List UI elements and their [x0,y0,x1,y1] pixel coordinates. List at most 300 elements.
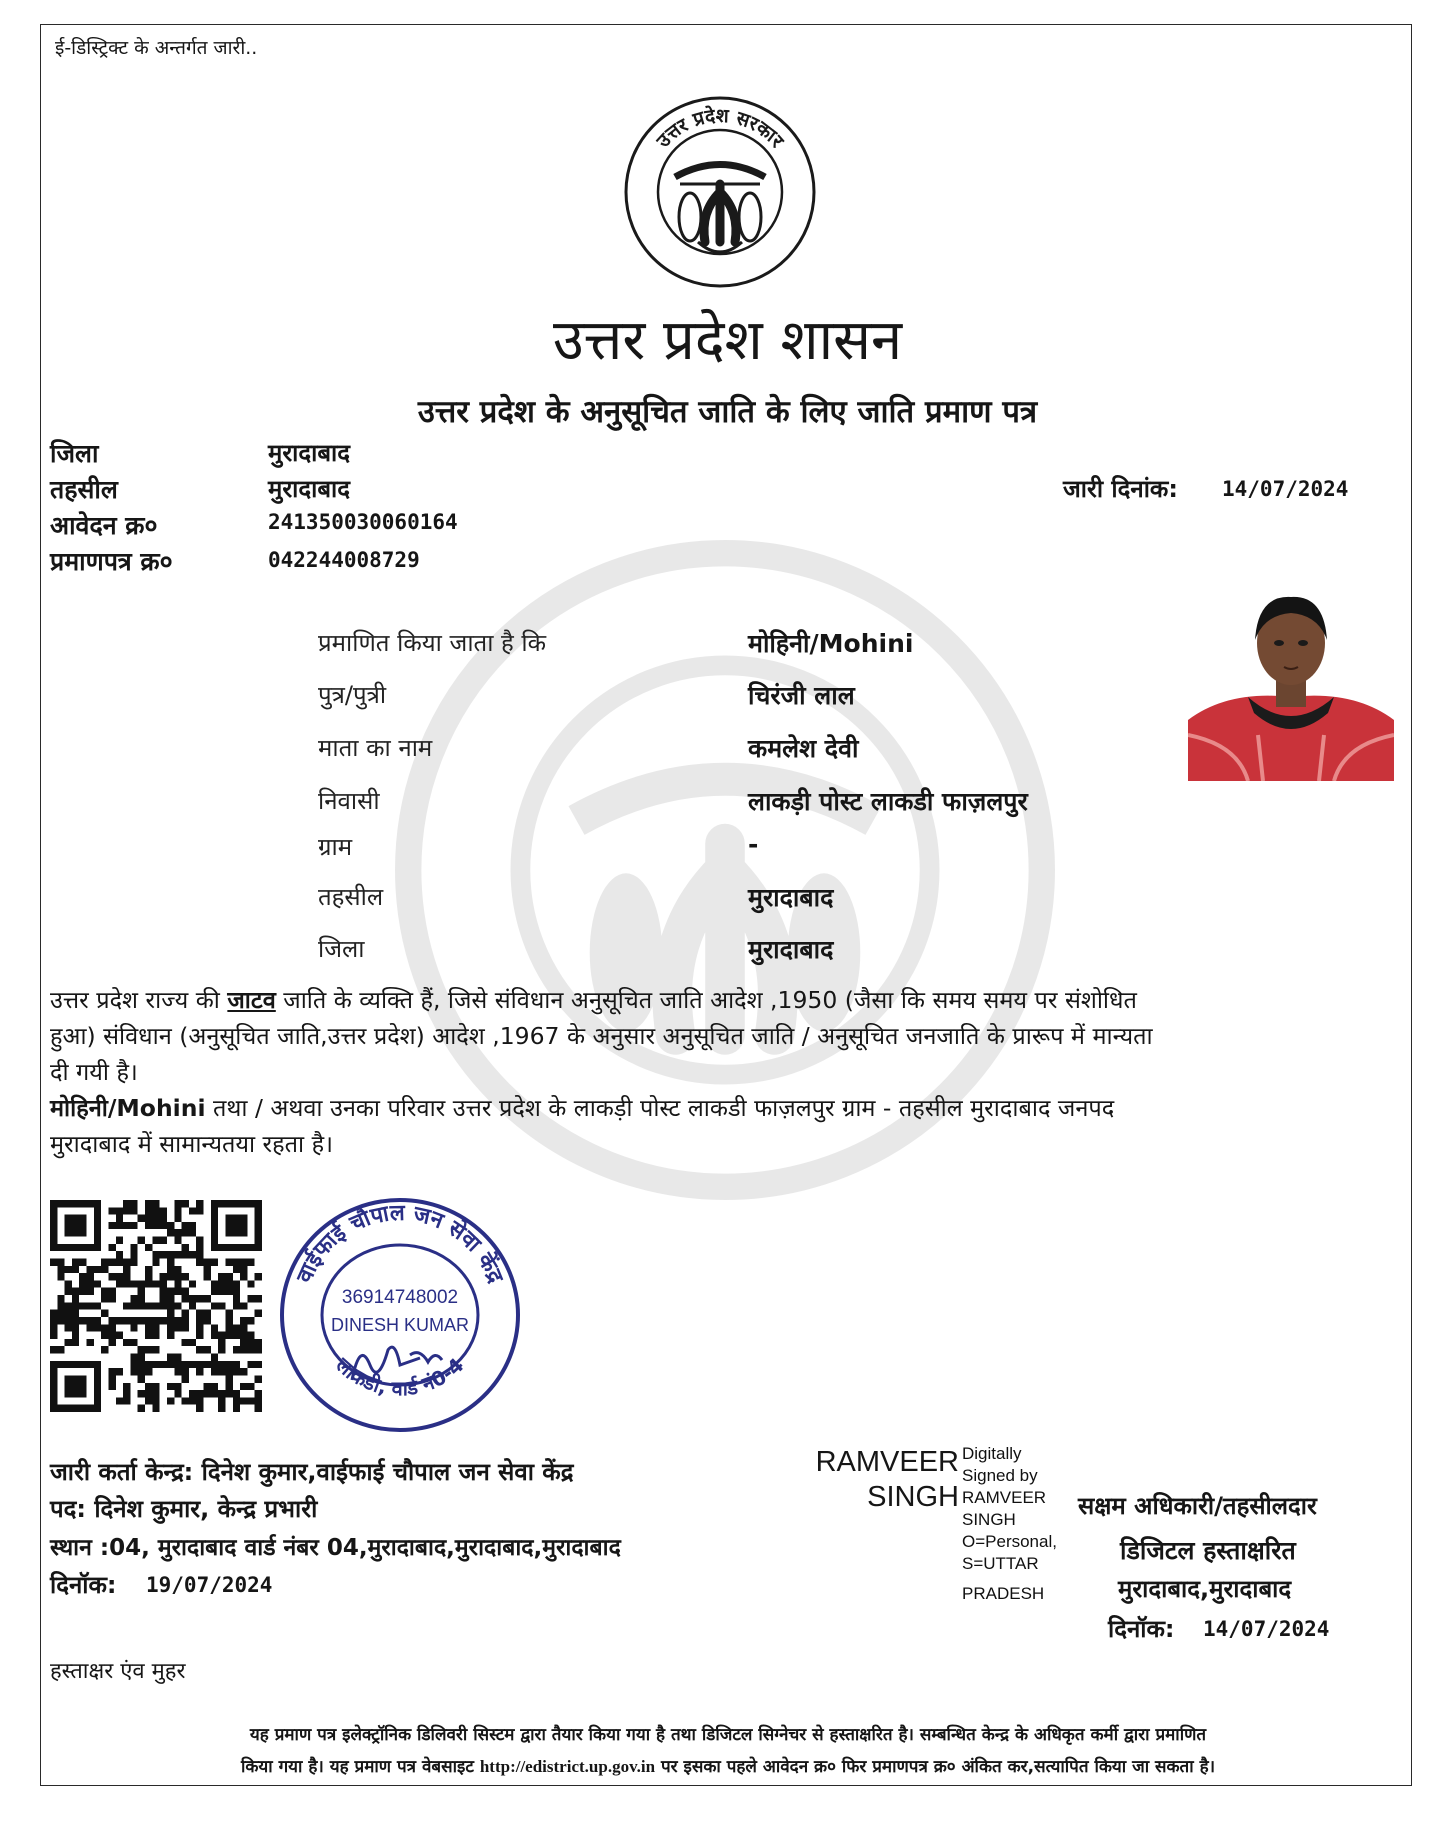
qr-module [240,1324,247,1331]
qr-module [50,1317,57,1324]
application-label: आवेदन क्र० [50,511,158,540]
qr-module [167,1273,174,1280]
qr-module [152,1237,159,1244]
qr-module [218,1288,225,1295]
qr-module [152,1251,159,1258]
qr-module [225,1390,232,1397]
qr-module [160,1237,167,1244]
sig-detail-1: Digitally [962,1444,1022,1463]
qr-module [145,1302,152,1309]
qr-module [196,1405,203,1412]
qr-module [167,1332,174,1339]
qr-module [123,1339,130,1346]
qr-module [233,1295,240,1302]
application-number: 241350030060164 [268,510,458,534]
qr-module [65,1324,72,1331]
qr-module [152,1207,159,1214]
qr-module [108,1375,115,1382]
qr-module [182,1397,189,1404]
qr-module [211,1302,218,1309]
authority-date-label: दिनॉक: [1108,1615,1175,1643]
field-label-mother: माता का नाम [318,734,433,762]
qr-module [189,1280,196,1287]
qr-module [167,1310,174,1317]
qr-module [87,1273,94,1280]
qr-module [255,1405,262,1412]
qr-module [101,1332,108,1339]
qr-module [108,1258,115,1265]
qr-module [101,1295,108,1302]
qr-module [160,1288,167,1295]
qr-module [225,1258,232,1265]
qr-module [79,1317,86,1324]
qr-module [152,1317,159,1324]
field-value-district: मुरादाबाद [748,935,834,964]
qr-module [167,1361,174,1368]
qr-module [87,1317,94,1324]
qr-module [160,1222,167,1229]
qr-module [94,1317,101,1324]
district-label: जिला [50,439,99,468]
qr-module [196,1295,203,1302]
qr-module [108,1317,115,1324]
verification-url: http://edistrict.up.gov.in [479,1757,656,1776]
stamp-code: 36914748002 [341,1287,459,1308]
residence-line-2: मुरादाबाद में सामान्यतया रहता है। [50,1130,333,1158]
qr-module [189,1302,196,1309]
qr-module [233,1288,240,1295]
qr-module [145,1273,152,1280]
qr-module [174,1251,181,1258]
qr-module [138,1237,145,1244]
qr-module [108,1339,115,1346]
qr-module [152,1324,159,1331]
qr-module [123,1266,130,1273]
qr-module [145,1332,152,1339]
qr-module [247,1361,254,1368]
qr-module [123,1317,130,1324]
qr-module [87,1324,94,1331]
issuer-date-value: 19/07/2024 [146,1573,273,1597]
qr-module [145,1368,152,1375]
qr-module [152,1361,159,1368]
authority-digital: डिजिटल हस्ताक्षरित [1120,1536,1296,1565]
qr-module [182,1317,189,1324]
qr-module [57,1258,64,1265]
qr-module [152,1280,159,1287]
qr-module [218,1332,225,1339]
qr-module [189,1361,196,1368]
qr-module [167,1258,174,1265]
qr-module [233,1280,240,1287]
certificate-number: 042244008729 [268,548,420,572]
qr-module [160,1317,167,1324]
qr-module [233,1266,240,1273]
qr-module [196,1324,203,1331]
qr-module [79,1280,86,1287]
field-value-name: मोहिनी/Mohini [748,629,914,658]
tehsil-value: मुरादाबाद [268,475,351,503]
footer-line-2 [78,1751,1378,1783]
qr-module [72,1332,79,1339]
qr-module [152,1215,159,1222]
qr-module [167,1266,174,1273]
qr-module [233,1361,240,1368]
qr-module [130,1295,137,1302]
qr-module [57,1317,64,1324]
qr-module [247,1317,254,1324]
qr-module [247,1280,254,1287]
qr-module [130,1361,137,1368]
qr-module [182,1222,189,1229]
qr-module [152,1258,159,1265]
qr-module [240,1266,247,1273]
field-label-resident: निवासी [318,787,380,815]
qr-module [123,1302,130,1309]
qr-module [108,1332,115,1339]
qr-module [116,1215,123,1222]
qr-module [204,1266,211,1273]
qr-module [196,1207,203,1214]
qr-module [247,1332,254,1339]
caste-line-suffix: जाति के व्यक्ति हैं, जिसे संविधान अनुसूचित जाति आदेश ,1950 (जैसा कि समय समय पर संशोधित [283,986,1137,1014]
qr-module [72,1324,79,1331]
qr-module [57,1346,64,1353]
qr-module [211,1383,218,1390]
qr-module [130,1200,137,1207]
qr-module [138,1354,145,1361]
qr-module [240,1339,247,1346]
qr-module [152,1405,159,1412]
qr-module [50,1332,57,1339]
qr-module [94,1280,101,1287]
field-label-certified: प्रमाणित किया जाता है कि [318,629,547,657]
qr-module [218,1397,225,1404]
qr-module [167,1324,174,1331]
qr-module [65,1310,72,1317]
qr-module [79,1288,86,1295]
qr-module [123,1397,130,1404]
qr-code [50,1200,262,1412]
qr-module [145,1266,152,1273]
qr-module [123,1273,130,1280]
qr-module [138,1288,145,1295]
qr-module [225,1383,232,1390]
qr-module [116,1317,123,1324]
qr-module [79,1273,86,1280]
field-label-parent: पुत्र/पुत्री [318,681,387,709]
qr-module [196,1368,203,1375]
applicant-photo [1188,585,1394,781]
qr-module [57,1310,64,1317]
qr-module [182,1273,189,1280]
qr-module [116,1251,123,1258]
qr-module [160,1215,167,1222]
qr-module [196,1237,203,1244]
qr-module [65,1302,72,1309]
qr-module [233,1332,240,1339]
qr-module [138,1317,145,1324]
authority-place: मुरादाबाद,मुरादाबाद [1118,1575,1292,1603]
qr-module [225,1368,232,1375]
qr-module [218,1346,225,1353]
qr-module [167,1251,174,1258]
qr-module [108,1288,115,1295]
qr-module [182,1310,189,1317]
residence-name: मोहिनी/Mohini [50,1094,206,1122]
tehsil-label: तहसील [50,475,118,504]
qr-module [211,1354,218,1361]
qr-module [218,1339,225,1346]
qr-module [167,1317,174,1324]
qr-module [240,1273,247,1280]
qr-module [130,1354,137,1361]
qr-module [123,1280,130,1287]
government-heading: उत्तर प्रदेश शासन [552,308,903,373]
qr-module [94,1324,101,1331]
qr-module [123,1200,130,1207]
qr-module [152,1383,159,1390]
field-value-parent: चिरंजी लाल [748,681,855,710]
qr-module [72,1288,79,1295]
qr-module [218,1280,225,1287]
certificate-label: प्रमाणपत्र क्र० [50,547,173,576]
qr-module [240,1258,247,1265]
qr-module [255,1295,262,1302]
qr-module [174,1302,181,1309]
sig-detail-6: S=UTTAR [962,1554,1039,1573]
qr-module [130,1317,137,1324]
qr-module [108,1324,115,1331]
qr-module [211,1288,218,1295]
qr-module [174,1368,181,1375]
qr-module [174,1317,181,1324]
qr-module [247,1383,254,1390]
qr-module [196,1200,203,1207]
qr-module [255,1390,262,1397]
qr-module [72,1302,79,1309]
center-stamp [270,1190,530,1440]
sig-detail-7: PRADESH [962,1584,1045,1603]
qr-module [255,1375,262,1382]
qr-module [211,1324,218,1331]
qr-module [196,1361,203,1368]
qr-module [108,1368,115,1375]
qr-module [189,1229,196,1236]
qr-module [255,1273,262,1280]
qr-module [182,1339,189,1346]
qr-module [116,1207,123,1214]
qr-module [189,1222,196,1229]
qr-module [167,1383,174,1390]
qr-module [196,1310,203,1317]
qr-module [123,1222,130,1229]
qr-module [182,1200,189,1207]
qr-module [204,1317,211,1324]
caste-line-2: हुआ) संविधान (अनुसूचित जाति,उत्तर प्रदेश) आदेश ,1967 के अनुसार अनुसूचित जाति / अनुसूचित जनजाति के प्रारूप में मान्यता [50,1022,1153,1050]
qr-module [145,1397,152,1404]
qr-module [50,1310,57,1317]
qr-module [50,1346,57,1353]
qr-module [182,1295,189,1302]
qr-module [174,1324,181,1331]
certificate-title: उत्तर प्रदेश के अनुसूचित जाति के लिए जाति प्रमाण पत्र [417,394,1038,430]
qr-module [240,1397,247,1404]
qr-module [145,1390,152,1397]
qr-module [204,1310,211,1317]
qr-module [145,1215,152,1222]
qr-module [182,1244,189,1251]
qr-module [145,1244,152,1251]
qr-module [247,1397,254,1404]
qr-module [87,1266,94,1273]
qr-module [167,1397,174,1404]
qr-module [255,1361,262,1368]
qr-module [182,1229,189,1236]
signer-name-line-2: SINGH [867,1481,959,1513]
qr-module [225,1273,232,1280]
qr-module [182,1324,189,1331]
qr-module [108,1273,115,1280]
qr-module [211,1258,218,1265]
qr-module [116,1258,123,1265]
qr-module [101,1266,108,1273]
qr-module [189,1251,196,1258]
qr-module [138,1368,145,1375]
caste-line-prefix: उत्तर प्रदेश राज्य की [50,986,220,1014]
qr-module [152,1200,159,1207]
qr-module [174,1383,181,1390]
qr-module [145,1222,152,1229]
qr-module [145,1346,152,1353]
qr-module [65,1266,72,1273]
qr-module [152,1390,159,1397]
qr-module [65,1317,72,1324]
qr-module [138,1390,145,1397]
qr-module [130,1368,137,1375]
caste-name: जाटव [227,986,276,1014]
qr-module [196,1317,203,1324]
qr-module [225,1375,232,1382]
qr-module [218,1368,225,1375]
qr-module [160,1295,167,1302]
qr-module [116,1280,123,1287]
qr-module [174,1237,181,1244]
qr-module [108,1383,115,1390]
qr-module [167,1302,174,1309]
qr-module [130,1251,137,1258]
qr-module [225,1310,232,1317]
qr-module [138,1405,145,1412]
qr-module [255,1397,262,1404]
qr-module [233,1368,240,1375]
issue-date-label: जारी दिनांक: [1063,475,1178,503]
qr-module [108,1222,115,1229]
qr-module [204,1346,211,1353]
qr-module [225,1361,232,1368]
qr-module [255,1346,262,1353]
digital-signer-name [797,1445,959,1515]
qr-module [145,1324,152,1331]
qr-module [225,1332,232,1339]
qr-module [130,1244,137,1251]
qr-module [182,1288,189,1295]
qr-module [145,1200,152,1207]
qr-module [218,1405,225,1412]
qr-module [65,1339,72,1346]
qr-module [138,1295,145,1302]
qr-module [167,1295,174,1302]
issuer-center: जारी कर्ता केन्द्र: दिनेश कुमार,वाईफाई चौपाल जन सेवा केंद्र [50,1458,574,1486]
qr-module [94,1266,101,1273]
qr-module [101,1346,108,1353]
qr-module [204,1390,211,1397]
qr-module [240,1317,247,1324]
qr-module [160,1207,167,1214]
qr-module [160,1361,167,1368]
qr-module [174,1288,181,1295]
qr-module [196,1244,203,1251]
qr-module [204,1258,211,1265]
qr-module [247,1346,254,1353]
digital-signature-details [962,1443,1057,1605]
qr-module [211,1280,218,1287]
qr-module [87,1339,94,1346]
qr-module [130,1207,137,1214]
qr-module [116,1368,123,1375]
qr-module [101,1324,108,1331]
qr-module [87,1288,94,1295]
qr-module [225,1317,232,1324]
qr-module [65,1288,72,1295]
qr-module [130,1324,137,1331]
qr-module [247,1339,254,1346]
stamp-ring-bottom: लाकडी, वार्ड नं0-4 [331,1352,469,1401]
issued-under-note: ई-डिस्ट्रिक्ट के अन्तर्गत जारी.. [55,37,258,59]
qr-module [145,1361,152,1368]
qr-module [94,1302,101,1309]
qr-module [160,1251,167,1258]
verification-footer [78,1720,1378,1783]
up-emblem [620,92,820,292]
residence-text: तथा / अथवा उनका परिवार उत्तर प्रदेश के लाकड़ी पोस्ट लाकडी फाज़लपुर ग्राम - तहसील मुरादाबाद जनपद [213,1094,1115,1122]
qr-module [50,1324,57,1331]
qr-module [204,1295,211,1302]
residence-line-1 [50,1090,1390,1126]
qr-module [145,1383,152,1390]
qr-module [189,1295,196,1302]
footer-line-2-suffix: पर इसका पहले आवेदन क्र० फिर प्रमाणपत्र क्र० अंकित कर,सत्यापित किया जा सकता है। [660,1757,1216,1777]
qr-module [72,1317,79,1324]
qr-module [138,1361,145,1368]
qr-module [233,1346,240,1353]
field-value-resident: लाकड़ी पोस्ट लाकडी फाज़लपुर [748,787,1028,816]
caste-line-3: दी गयी है। [50,1058,138,1086]
sig-detail-4: SINGH [962,1510,1016,1529]
qr-module [72,1295,79,1302]
qr-module [211,1361,218,1368]
qr-module [255,1310,262,1317]
qr-module [167,1229,174,1236]
qr-module [189,1390,196,1397]
qr-module [108,1244,115,1251]
issuer-date-label: दिनॉक: [50,1571,117,1599]
emblem-text: उत्तर प्रदेश सरकार [652,104,788,152]
issuer-place: स्थान :04, मुरादाबाद वार्ड नंबर 04,मुरादाबाद,मुरादाबाद,मुरादाबाद [50,1535,621,1561]
qr-module [123,1390,130,1397]
district-value: मुरादाबाद [268,439,351,467]
qr-module [65,1280,72,1287]
